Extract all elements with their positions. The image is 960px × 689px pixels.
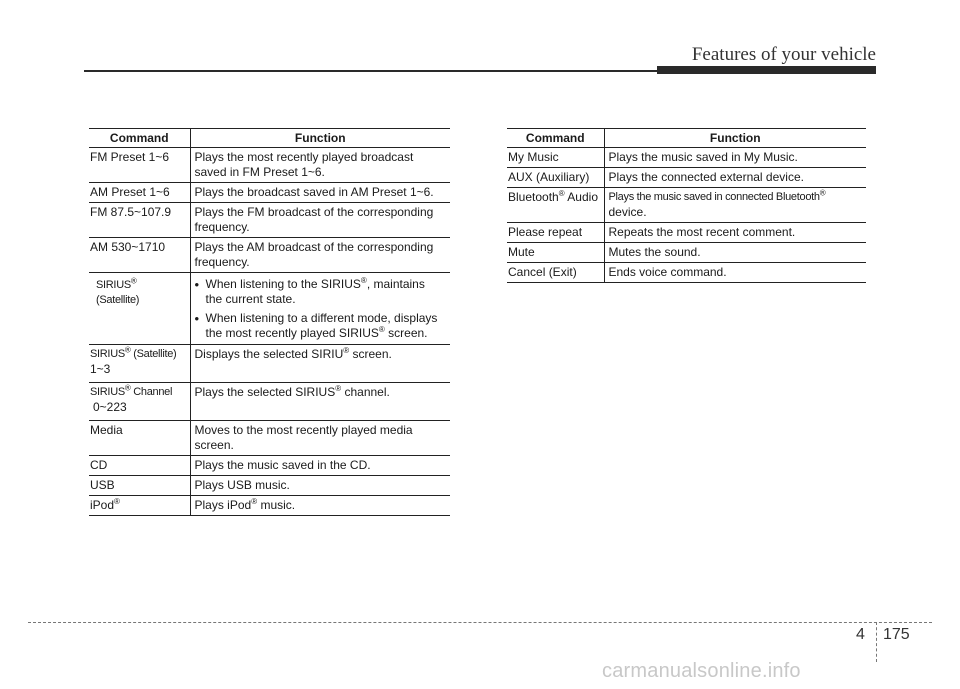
table-row xyxy=(89,345,450,383)
bullet-item: • When listening to a different mode, displays the most recently played SIRIUS® screen. xyxy=(195,311,447,341)
function-cell: Plays the music saved in connected Bluetooth® device. xyxy=(604,188,866,223)
command-cell: FM Preset 1~6 xyxy=(89,148,190,183)
command-cell: My Music xyxy=(507,148,604,168)
header-rule-accent xyxy=(657,66,876,74)
command-cell: AUX (Auxiliary) xyxy=(507,168,604,188)
function-cell: Repeats the most recent comment. xyxy=(604,223,866,243)
function-cell: Plays USB music. xyxy=(190,476,450,496)
command-cell: Please repeat xyxy=(507,223,604,243)
table-row xyxy=(507,168,866,188)
page-number: 175 xyxy=(883,626,910,643)
column-header-command: Command xyxy=(507,129,604,148)
table-row xyxy=(507,188,866,223)
footer-divider xyxy=(876,622,877,662)
watermark: carmanualsonline.info xyxy=(602,660,801,682)
chapter-number: 4 xyxy=(856,626,865,643)
command-cell: FM 87.5~107.9 xyxy=(89,203,190,238)
table-row xyxy=(507,243,866,263)
function-cell: Plays the most recently played broadcast saved in FM Preset 1~6. xyxy=(190,148,450,183)
column-header-function: Function xyxy=(190,129,450,148)
table-row xyxy=(89,383,450,421)
command-cell: iPod® xyxy=(89,496,190,516)
table-row xyxy=(89,238,450,273)
function-cell: Plays the connected external device. xyxy=(604,168,866,188)
function-cell: Plays the AM broadcast of the corresponding frequency. xyxy=(190,238,450,273)
function-cell: Moves to the most recently played media screen. xyxy=(190,421,450,456)
table-header-row xyxy=(507,129,866,148)
table-row xyxy=(507,148,866,168)
function-cell: Plays the music saved in the CD. xyxy=(190,456,450,476)
command-cell: Mute xyxy=(507,243,604,263)
command-cell: Cancel (Exit) xyxy=(507,263,604,283)
bullet-item: • When listening to the SIRIUS®, maintains the current state. xyxy=(195,277,447,307)
command-cell: AM Preset 1~6 xyxy=(89,183,190,203)
page-header-title: Features of your vehicle xyxy=(691,44,876,65)
function-cell: Mutes the sound. xyxy=(604,243,866,263)
table-row xyxy=(507,263,866,283)
table-row xyxy=(89,203,450,238)
table-row xyxy=(89,273,450,345)
command-cell: CD xyxy=(89,456,190,476)
function-cell: Plays the broadcast saved in AM Preset 1~6. xyxy=(190,183,450,203)
command-cell: Media xyxy=(89,421,190,456)
voice-command-table-right xyxy=(507,128,866,283)
voice-command-table-left xyxy=(89,128,450,516)
table-row xyxy=(89,456,450,476)
command-cell: USB xyxy=(89,476,190,496)
function-cell: Ends voice command. xyxy=(604,263,866,283)
command-cell: SIRIUS® (Satellite) xyxy=(89,273,190,345)
function-cell: Plays the FM broadcast of the corresponding frequency. xyxy=(190,203,450,238)
command-cell: AM 530~1710 xyxy=(89,238,190,273)
command-cell: Bluetooth® Audio xyxy=(507,188,604,223)
table-header-row xyxy=(89,129,450,148)
table-row xyxy=(507,223,866,243)
table-row xyxy=(89,476,450,496)
function-cell: Plays the selected SIRIUS® channel. xyxy=(190,383,450,421)
table-row xyxy=(89,148,450,183)
command-cell: SIRIUS® Channel 0~223 xyxy=(89,383,190,421)
command-cell: SIRIUS® (Satellite) 1~3 xyxy=(89,345,190,383)
column-header-command: Command xyxy=(89,129,190,148)
table-row xyxy=(89,496,450,516)
column-header-function: Function xyxy=(604,129,866,148)
footer-rule xyxy=(28,622,932,623)
function-cell: Plays iPod® music. xyxy=(190,496,450,516)
table-row xyxy=(89,421,450,456)
table-row xyxy=(89,183,450,203)
function-cell xyxy=(190,273,450,345)
function-cell: Displays the selected SIRIU® screen. xyxy=(190,345,450,383)
function-cell: Plays the music saved in My Music. xyxy=(604,148,866,168)
